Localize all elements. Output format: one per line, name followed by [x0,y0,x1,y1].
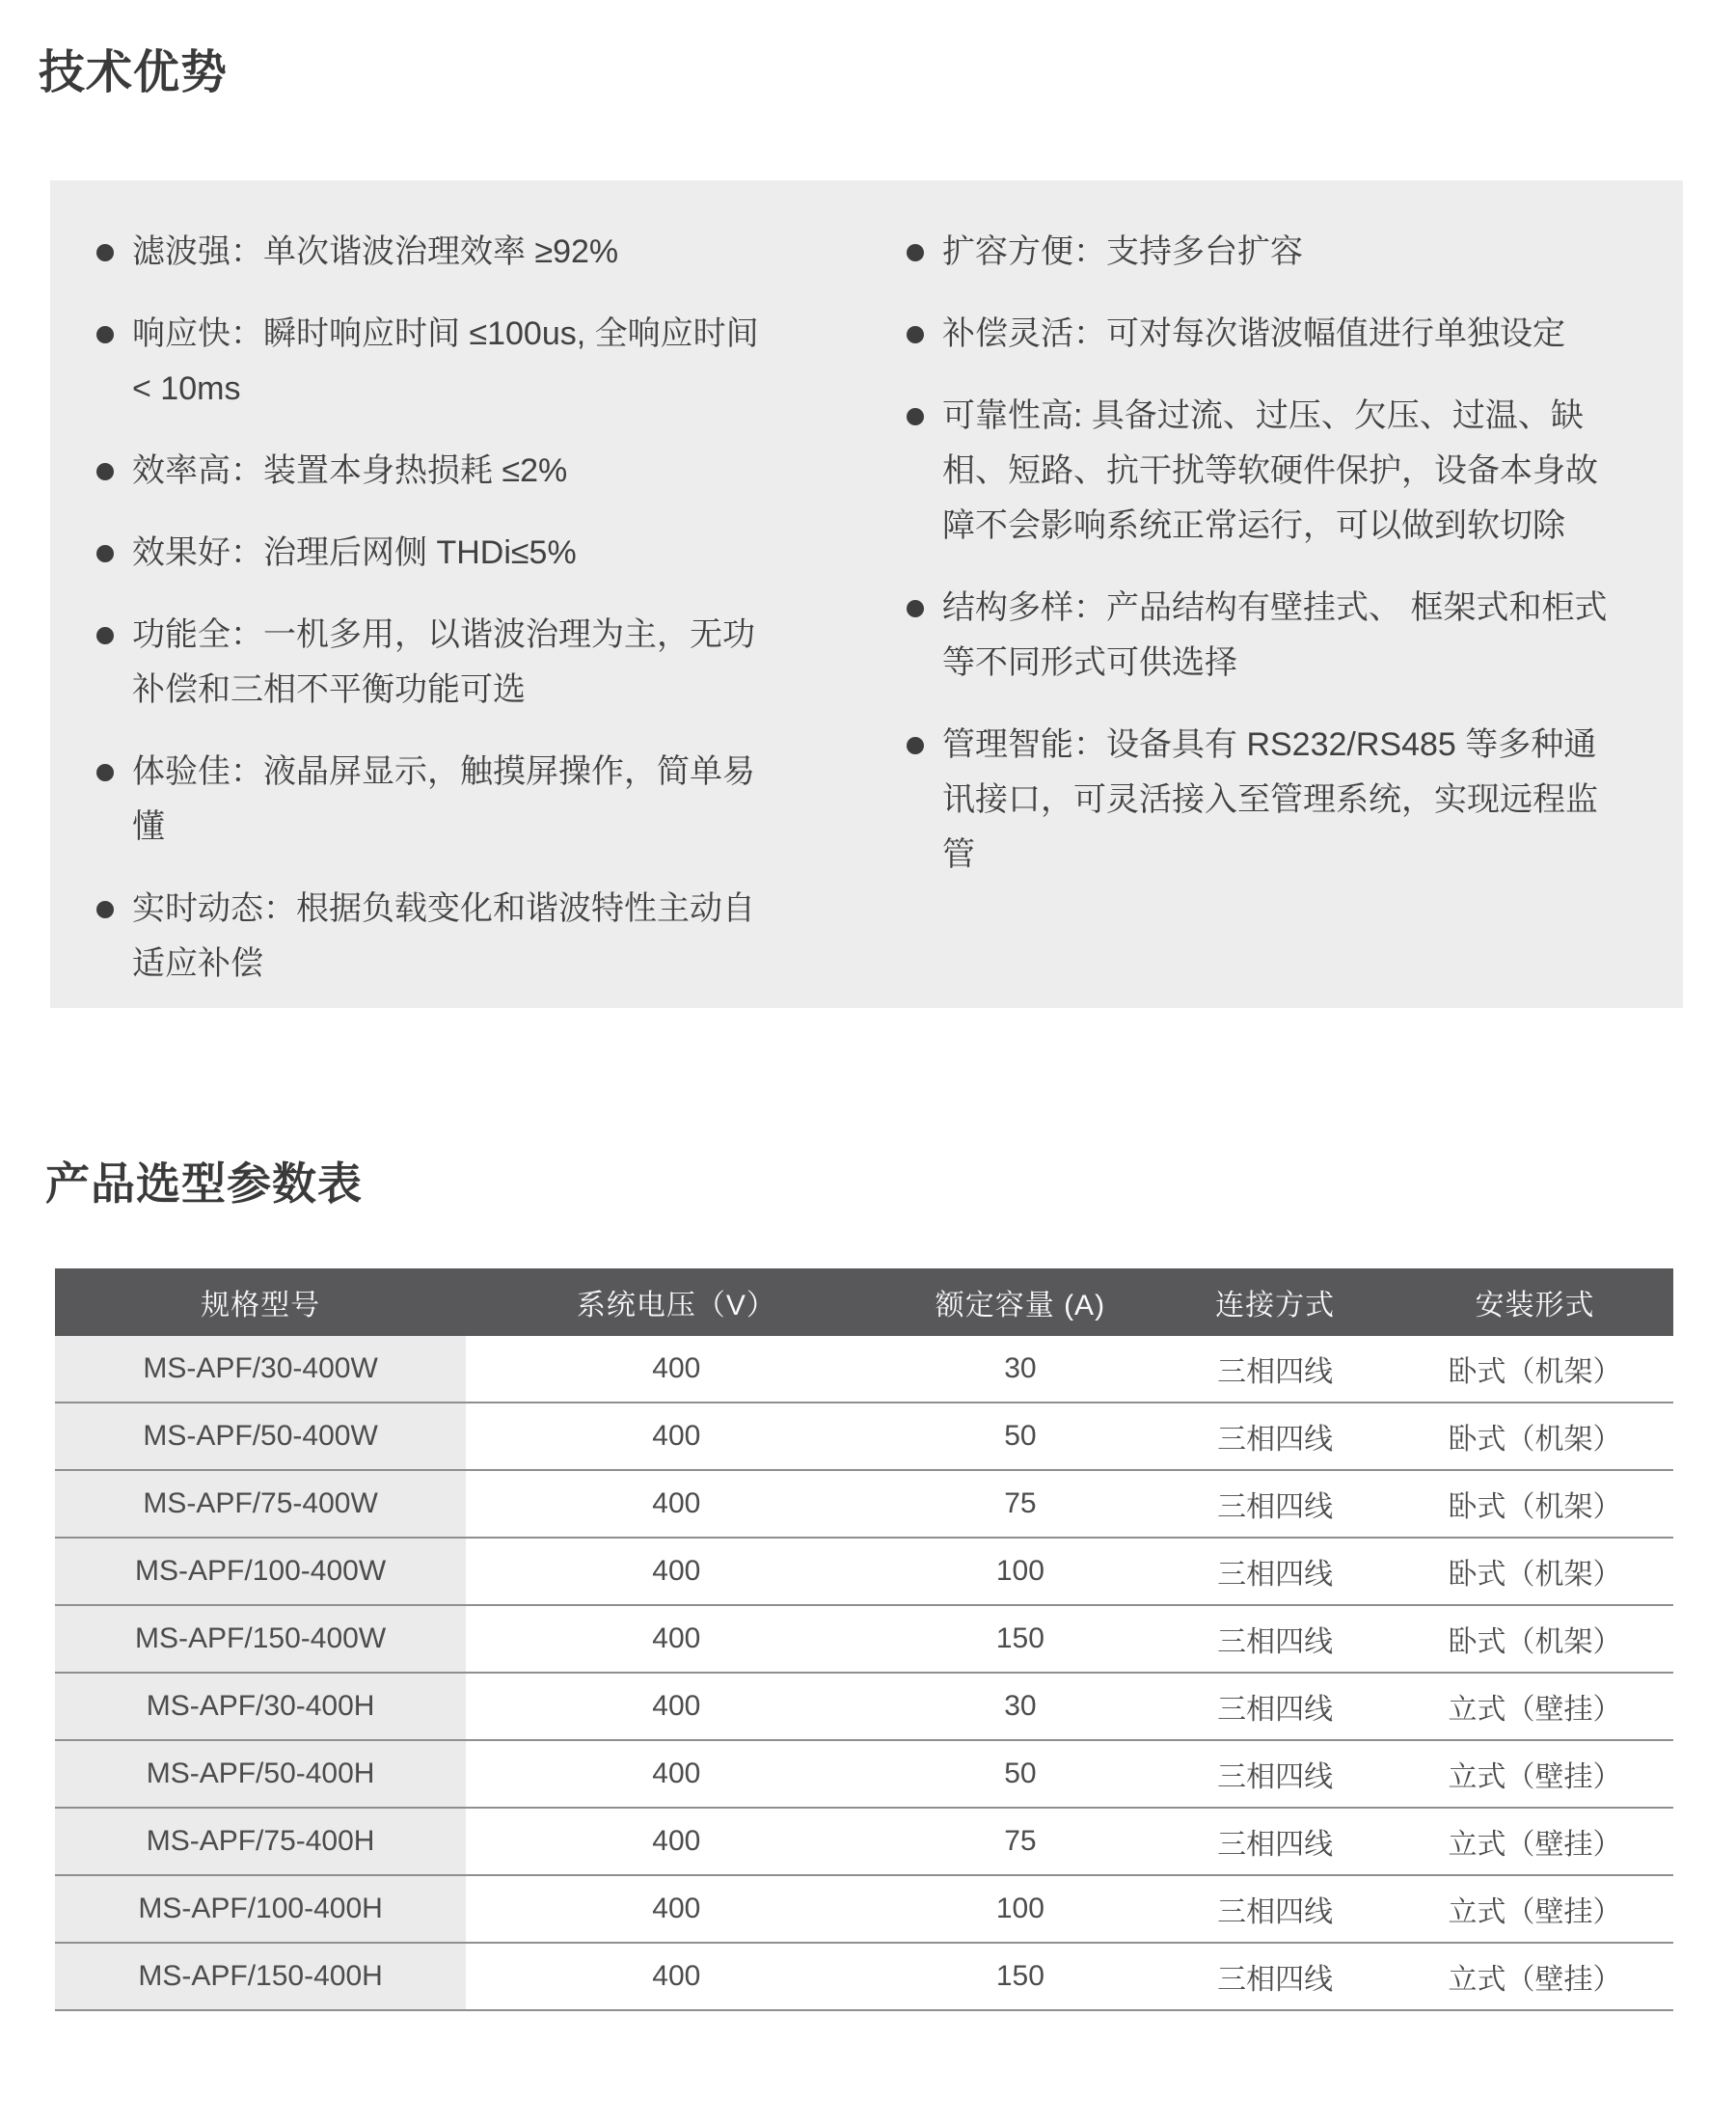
table-row [55,1470,1673,1538]
feature-text: 效果好：治理后网侧 THDi≤5% [132,534,577,571]
cell-connection: 三相四线 [1153,1740,1397,1808]
feature-item-structure [907,581,1617,691]
feature-text: 管理智能：设备具有 RS232/RS485 等多种通讯接口，可灵活接入至管理系统，实现远程监管 [942,726,1598,873]
table-row [55,1403,1673,1470]
table-row [55,1538,1673,1605]
table-header-row [55,1268,1673,1336]
cell-model: MS-APF/100-400H [55,1875,466,1943]
bullet-icon [96,764,114,781]
feature-item-response [96,307,769,417]
cell-voltage: 400 [466,1943,886,2010]
table-row [55,1943,1673,2010]
cell-installation: 立式（壁挂） [1397,1943,1673,2010]
cell-installation: 卧式（机架） [1397,1470,1673,1538]
cell-model: MS-APF/75-400W [55,1470,466,1538]
cell-voltage: 400 [466,1538,886,1605]
feature-item-efficiency [96,444,769,499]
feature-text: 体验佳：液晶屏显示，触摸屏操作，简单易懂 [132,753,755,845]
cell-installation: 卧式（机架） [1397,1538,1673,1605]
bullet-icon [907,600,924,617]
header-connection: 连接方式 [1153,1268,1397,1336]
cell-model: MS-APF/75-400H [55,1808,466,1875]
bullet-icon [96,901,114,918]
feature-column-left [96,225,769,1008]
cell-installation: 立式（壁挂） [1397,1673,1673,1740]
bullet-icon [907,326,924,343]
feature-text: 滤波强：单次谐波治理效率 ≥92% [132,233,619,270]
table-row [55,1808,1673,1875]
cell-capacity: 30 [886,1336,1153,1403]
cell-installation: 立式（壁挂） [1397,1740,1673,1808]
cell-capacity: 100 [886,1538,1153,1605]
cell-capacity: 50 [886,1740,1153,1808]
feature-text: 可靠性高: 具备过流、过压、欠压、过温、缺相、短路、抗干扰等软硬件保护，设备本身故障不会影响系统正常运行，可以做到软切除 [942,397,1598,544]
cell-connection: 三相四线 [1153,1673,1397,1740]
table-row [55,1740,1673,1808]
bullet-icon [907,244,924,261]
bullet-icon [96,326,114,343]
feature-item-realtime [96,882,769,992]
cell-connection: 三相四线 [1153,1403,1397,1470]
cell-connection: 三相四线 [1153,1538,1397,1605]
feature-text: 实时动态：根据负载变化和谐波特性主动自适应补偿 [132,890,755,982]
page-title-selection-table: 产品选型参数表 [45,1158,363,1209]
cell-voltage: 400 [466,1673,886,1740]
cell-voltage: 400 [466,1875,886,1943]
feature-text: 功能全：一机多用，以谐波治理为主，无功补偿和三相不平衡功能可选 [132,616,755,708]
header-model: 规格型号 [55,1268,466,1336]
cell-voltage: 400 [466,1808,886,1875]
cell-connection: 三相四线 [1153,1808,1397,1875]
feature-text: 结构多样：产品结构有壁挂式、 框架式和柜式等不同形式可供选择 [942,589,1608,681]
cell-model: MS-APF/150-400H [55,1943,466,2010]
feature-column-right [907,225,1617,1008]
cell-model: MS-APF/30-400H [55,1673,466,1740]
feature-item-expansion [907,225,1617,280]
header-capacity: 额定容量 (A) [886,1268,1153,1336]
cell-installation: 卧式（机架） [1397,1336,1673,1403]
cell-connection: 三相四线 [1153,1605,1397,1673]
cell-capacity: 150 [886,1605,1153,1673]
feature-item-filtering [96,225,769,280]
cell-installation: 立式（壁挂） [1397,1875,1673,1943]
table-row [55,1875,1673,1943]
bullet-icon [96,545,114,562]
cell-model: MS-APF/30-400W [55,1336,466,1403]
cell-voltage: 400 [466,1605,886,1673]
cell-capacity: 30 [886,1673,1153,1740]
cell-connection: 三相四线 [1153,1875,1397,1943]
table-row [55,1336,1673,1403]
cell-model: MS-APF/50-400H [55,1740,466,1808]
feature-text: 补偿灵活：可对每次谐波幅值进行单独设定 [942,315,1565,352]
cell-model: MS-APF/100-400W [55,1538,466,1605]
header-voltage: 系统电压（V） [466,1268,886,1336]
cell-connection: 三相四线 [1153,1470,1397,1538]
cell-capacity: 75 [886,1808,1153,1875]
feature-item-effect [96,526,769,581]
feature-item-management [907,718,1617,883]
cell-voltage: 400 [466,1336,886,1403]
cell-capacity: 150 [886,1943,1153,2010]
header-installation: 安装形式 [1397,1268,1673,1336]
bullet-icon [907,408,924,425]
feature-text: 效率高：装置本身热损耗 ≤2% [132,452,568,489]
table-row [55,1605,1673,1673]
cell-installation: 立式（壁挂） [1397,1808,1673,1875]
cell-voltage: 400 [466,1403,886,1470]
feature-box [50,180,1683,1008]
feature-text: 响应快：瞬时响应时间 ≤100us, 全响应时间 < 10ms [132,315,759,407]
cell-model: MS-APF/150-400W [55,1605,466,1673]
product-selection-table [55,1268,1673,2011]
cell-voltage: 400 [466,1470,886,1538]
cell-installation: 卧式（机架） [1397,1403,1673,1470]
cell-capacity: 50 [886,1403,1153,1470]
feature-item-reliability [907,389,1617,554]
cell-connection: 三相四线 [1153,1336,1397,1403]
cell-connection: 三相四线 [1153,1943,1397,2010]
bullet-icon [96,627,114,644]
bullet-icon [907,737,924,754]
feature-item-functions [96,608,769,718]
feature-item-experience [96,745,769,855]
feature-text: 扩容方便：支持多台扩容 [942,233,1303,270]
bullet-icon [96,463,114,480]
cell-model: MS-APF/50-400W [55,1403,466,1470]
bullet-icon [96,244,114,261]
cell-installation: 卧式（机架） [1397,1605,1673,1673]
cell-voltage: 400 [466,1740,886,1808]
cell-capacity: 75 [886,1470,1153,1538]
cell-capacity: 100 [886,1875,1153,1943]
page-title-tech-advantages: 技术优势 [39,47,229,98]
table-row [55,1673,1673,1740]
feature-item-compensation [907,307,1617,362]
